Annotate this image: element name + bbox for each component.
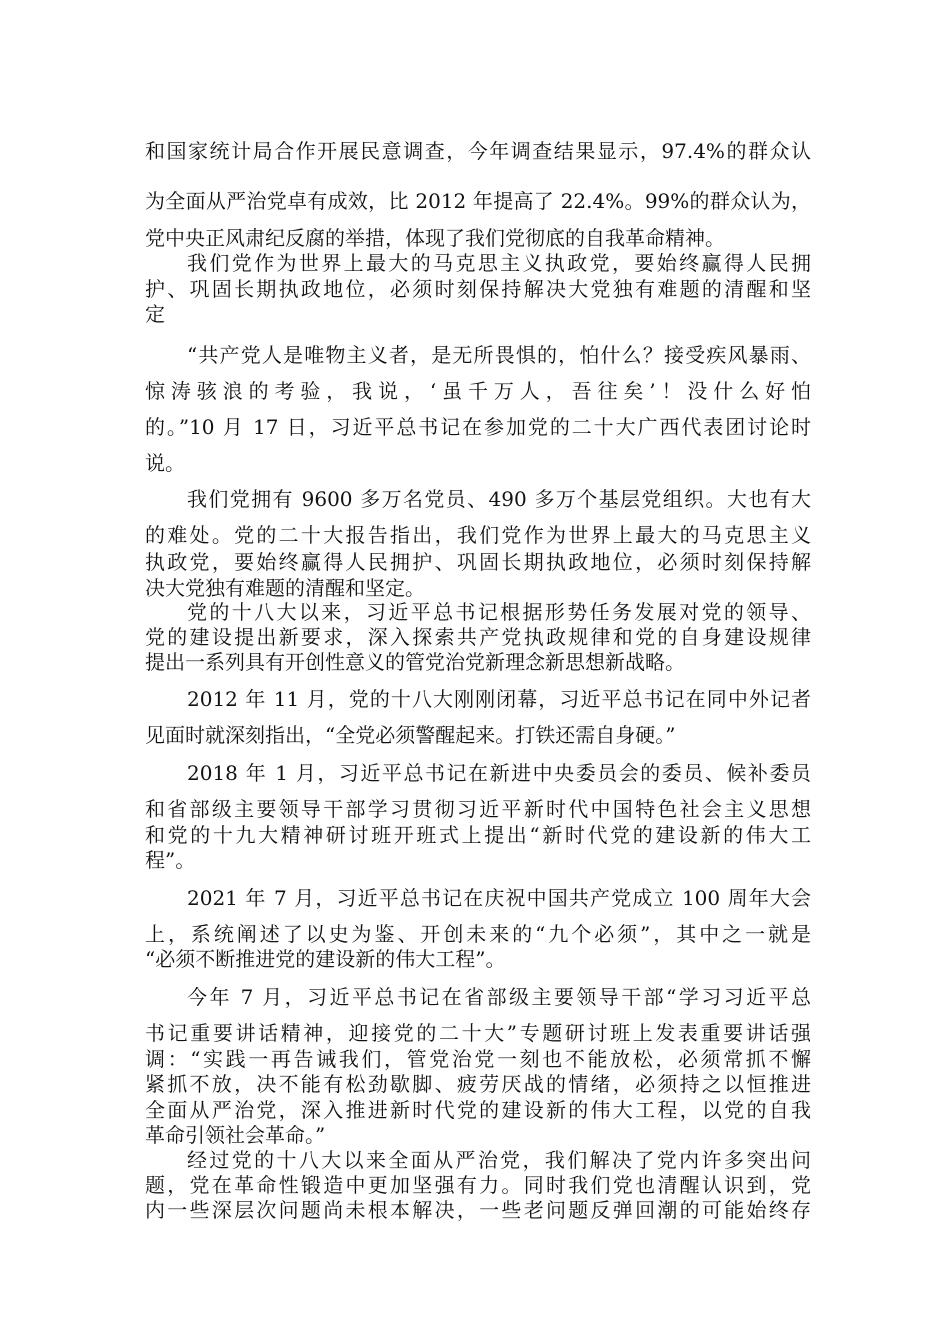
text-line: 书记重要讲话精神，迎接党的二十大”专题研讨班上发表重要讲话强: [145, 1021, 811, 1045]
text-line: 内一些深层次问题尚未根本解决，一些老问题反弹回潮的可能始终存: [145, 1198, 811, 1222]
text-line: 调：“实践一再告诫我们，管党治党一刻也不能放松，必须常抓不懈: [145, 1047, 811, 1071]
text-line: “共产党人是唯物主义者，是无所畏惧的，怕什么？接受疾风暴雨、: [187, 343, 811, 367]
text-line: “必须不断推进党的建设新的伟大工程”。: [145, 947, 506, 971]
text-line: 上，系统阐述了以史为鉴、开创未来的“九个必须”，其中之一就是: [145, 922, 811, 946]
text-line: 护、巩固长期执政地位，必须时刻保持解决大党独有难题的清醒和坚: [145, 277, 811, 301]
text-line: 说。: [145, 451, 185, 475]
text-line: 决大党独有难题的清醒和坚定。: [145, 576, 425, 600]
text-line: 题，党在革命性锻造中更加坚强有力。同时我们党也清醒认识到，党: [145, 1173, 811, 1197]
text-line: 和国家统计局合作开展民意调查，今年调查结果显示，97.4%的群众认: [145, 139, 811, 163]
text-line: 紧抓不放，决不能有松劲歇脚、疲劳厌战的情绪，必须持之以恒推进: [145, 1072, 811, 1096]
text-line: 2012 年 11 月，党的十八大刚刚闭幕，习近平总书记在同中外记者: [187, 687, 811, 711]
text-line: 经过党的十八大以来全面从严治党，我们解决了党内许多突出问: [187, 1148, 811, 1172]
text-line: 2018 年 1 月，习近平总书记在新进中央委员会的委员、候补委员: [187, 761, 811, 785]
text-line: 提出一系列具有开创性意义的管党治党新理念新思想新战略。: [145, 650, 685, 674]
text-line: 的。”10 月 17 日，习近平总书记在参加党的二十大广西代表团讨论时: [145, 415, 811, 439]
text-line: 见面时就深刻指出，“全党必须警醒起来。打铁还需自身硬。”: [145, 723, 676, 747]
text-line: 党的十八大以来，习近平总书记根据形势任务发展对党的领导、: [187, 600, 811, 624]
text-line: 和省部级主要领导干部学习贯彻习近平新时代中国特色社会主义思想: [145, 797, 811, 821]
text-line: 执政党，要始终赢得人民拥护、巩固长期执政地位，必须时刻保持解: [145, 550, 811, 574]
text-line: 程”。: [145, 848, 196, 872]
text-line: 全面从严治党，深入推进新时代党的建设新的伟大工程，以党的自我: [145, 1098, 811, 1122]
text-line: 我们党拥有 9600 多万名党员、490 多万个基层党组织。大也有大: [187, 487, 811, 511]
text-line: 定: [145, 302, 165, 326]
text-line: 和党的十九大精神研讨班开班式上提出“新时代党的建设新的伟大工: [145, 823, 811, 847]
text-line: 今年 7 月，习近平总书记在省部级主要领导干部“学习习近平总: [187, 985, 811, 1009]
text-line: 的难处。党的二十大报告指出，我们党作为世界上最大的马克思主义: [145, 523, 811, 547]
text-line: 革命引领社会革命。”: [145, 1123, 326, 1147]
text-line: 惊涛骇浪的考验，我说，‘虽千万人，吾往矣’！没什么好怕: [145, 379, 811, 403]
text-line: 2021 年 7 月，习近平总书记在庆祝中国共产党成立 100 周年大会: [187, 886, 811, 910]
text-line: 党中央正风肃纪反腐的举措，体现了我们党彻底的自我革命精神。: [145, 226, 725, 250]
text-line: 党的建设提出新要求，深入探索共产党执政规律和党的自身建设规律: [145, 625, 811, 649]
text-line: 为全面从严治党卓有成效，比 2012 年提高了 22.4%。99%的群众认为，: [145, 189, 811, 213]
text-line: 我们党作为世界上最大的马克思主义执政党，要始终赢得人民拥: [187, 251, 811, 275]
